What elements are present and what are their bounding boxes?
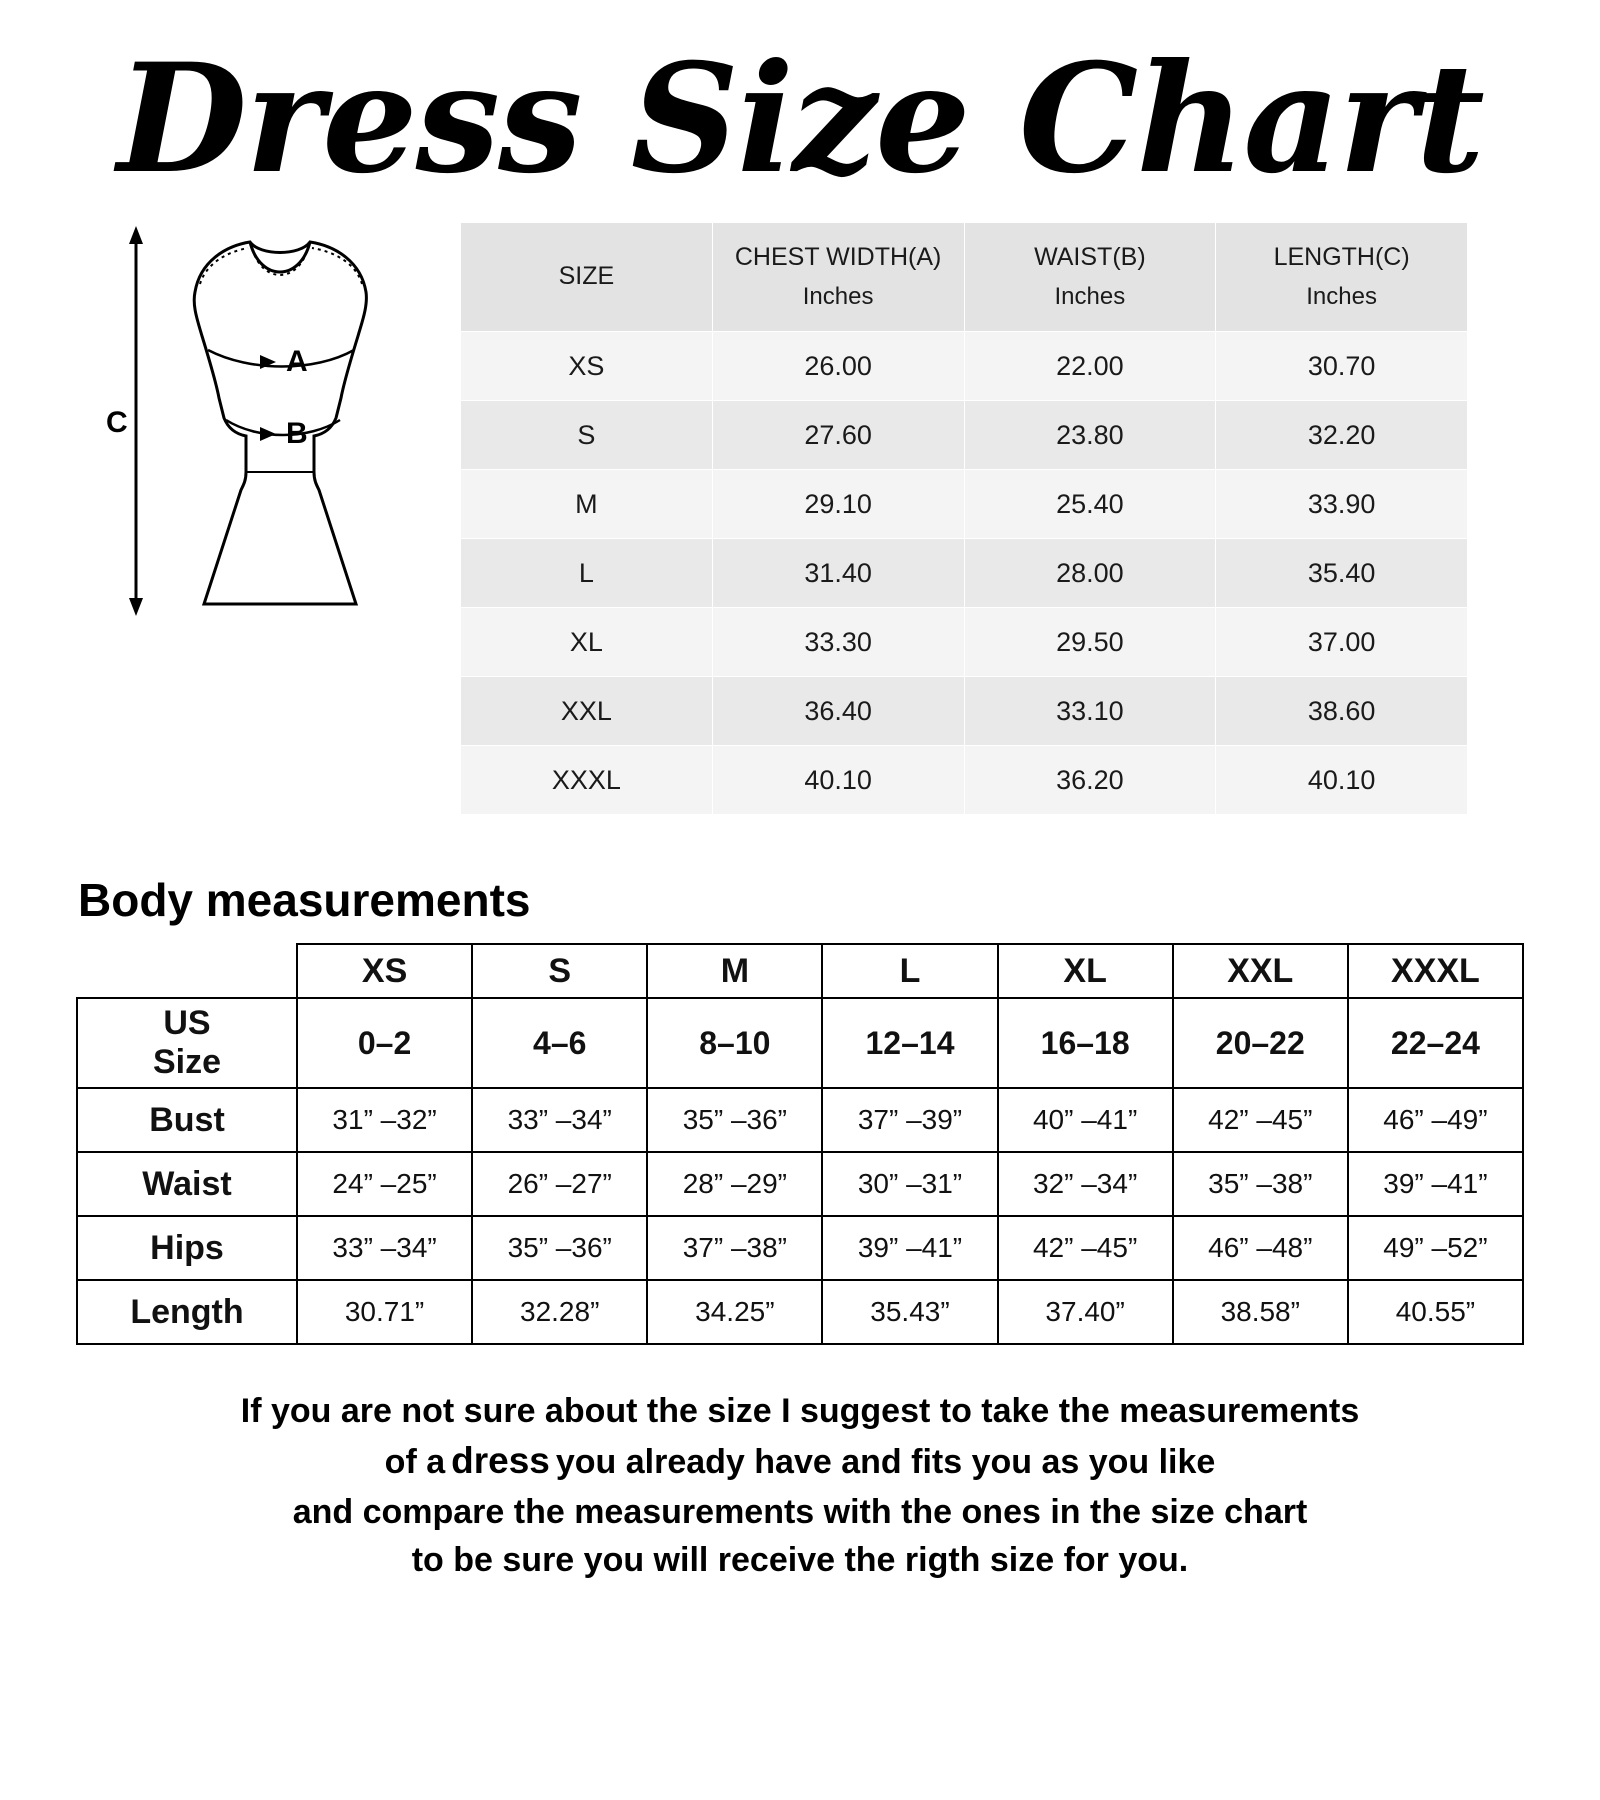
cell-length: 30.70: [1216, 332, 1468, 401]
bm-header-row: [77, 944, 1523, 998]
cell-waist: 29.50: [964, 608, 1216, 677]
upper-section: [0, 222, 1600, 815]
bm-cell: 35” –36”: [647, 1088, 822, 1152]
bm-cell: 42” –45”: [998, 1216, 1173, 1280]
cell-chest: 27.60: [712, 401, 964, 470]
cell-length: 38.60: [1216, 677, 1468, 746]
body-measurements-container: [0, 943, 1600, 1345]
size-table-header-chest: [712, 223, 964, 332]
header-main: SIZE: [558, 262, 615, 291]
bm-cell: 35” –38”: [1173, 1152, 1348, 1216]
table-row: [461, 746, 1468, 815]
note-line-2: [40, 1435, 1560, 1488]
size-table-header-length: [1216, 223, 1468, 332]
bm-cell: 42” –45”: [1173, 1088, 1348, 1152]
bm-corner-cell: [77, 944, 297, 998]
cell-chest: 31.40: [712, 539, 964, 608]
table-row: [461, 470, 1468, 539]
dress-illustration-svg: [100, 222, 450, 782]
cell-waist: 25.40: [964, 470, 1216, 539]
bm-cell: 37” –39”: [822, 1088, 997, 1152]
bm-cell: 31” –32”: [297, 1088, 472, 1152]
bm-cell: 39” –41”: [1348, 1152, 1523, 1216]
bm-col-xxl: XXL: [1173, 944, 1348, 998]
bm-cell: 37.40”: [998, 1280, 1173, 1344]
size-table-header-row: [461, 223, 1468, 332]
cell-length: 40.10: [1216, 746, 1468, 815]
cell-waist: 33.10: [964, 677, 1216, 746]
cell-chest: 33.30: [712, 608, 964, 677]
bm-cell: 28” –29”: [647, 1152, 822, 1216]
cell-size: L: [461, 539, 713, 608]
bm-col-s: S: [472, 944, 647, 998]
bm-rowlabel-waist: Waist: [77, 1152, 297, 1216]
bm-cell: 32.28”: [472, 1280, 647, 1344]
bm-cell: 30” –31”: [822, 1152, 997, 1216]
cell-size: XXXL: [461, 746, 713, 815]
bm-cell: 46” –48”: [1173, 1216, 1348, 1280]
note-word-dress: dress: [451, 1440, 550, 1482]
svg-text:A: A: [286, 345, 308, 378]
bm-cell: 20–22: [1173, 998, 1348, 1088]
bm-col-l: L: [822, 944, 997, 998]
bm-cell: 34.25”: [647, 1280, 822, 1344]
bm-cell: 32” –34”: [998, 1152, 1173, 1216]
bm-cell: 39” –41”: [822, 1216, 997, 1280]
cell-length: 37.00: [1216, 608, 1468, 677]
bm-rowlabel-hips: Hips: [77, 1216, 297, 1280]
bm-cell: 0–2: [297, 998, 472, 1088]
cell-size: XXL: [461, 677, 713, 746]
table-row: [461, 332, 1468, 401]
cell-chest: 36.40: [712, 677, 964, 746]
header-main: LENGTH(C): [1273, 242, 1410, 271]
body-measurements-heading: Body measurements: [78, 874, 531, 926]
cell-size: M: [461, 470, 713, 539]
bm-cell: 22–24: [1348, 998, 1523, 1088]
bm-cell: 8–10: [647, 998, 822, 1088]
note-line-4: to be sure you will receive the rigth size for you.: [411, 1541, 1189, 1580]
bm-col-xl: XL: [998, 944, 1173, 998]
bm-cell: 30.71”: [297, 1280, 472, 1344]
cell-length: 35.40: [1216, 539, 1468, 608]
header-sub: Inches: [1306, 282, 1377, 310]
size-table-header-waist: [964, 223, 1216, 332]
cell-size: S: [461, 401, 713, 470]
dress-diagram: [100, 222, 450, 782]
bm-row-bust: [77, 1088, 1523, 1152]
bm-cell: 16–18: [998, 998, 1173, 1088]
bm-cell: 26” –27”: [472, 1152, 647, 1216]
bm-label-line2: Size: [152, 1043, 222, 1081]
bm-cell: 33” –34”: [297, 1216, 472, 1280]
body-measurements-table: [76, 943, 1524, 1345]
note-line-3: and compare the measurements with the ones in the size chart: [292, 1492, 1308, 1531]
bm-row-us-size: [77, 998, 1523, 1088]
bm-col-xs: XS: [297, 944, 472, 998]
header-sub: Inches: [1054, 282, 1126, 310]
bm-cell: 35.43”: [822, 1280, 997, 1344]
bm-cell: 49” –52”: [1348, 1216, 1523, 1280]
bm-row-length: [77, 1280, 1523, 1344]
cell-waist: 36.20: [964, 746, 1216, 815]
bm-row-hips: [77, 1216, 1523, 1280]
bm-cell: 4–6: [472, 998, 647, 1088]
bm-rowlabel-bust: Bust: [77, 1088, 297, 1152]
cell-waist: 23.80: [964, 401, 1216, 470]
cell-size: XL: [461, 608, 713, 677]
cell-chest: 29.10: [712, 470, 964, 539]
cell-waist: 28.00: [964, 539, 1216, 608]
note-line-2-suffix: you already have and fits you as you like: [555, 1443, 1216, 1482]
bm-cell: 12–14: [822, 998, 997, 1088]
header-sub: Inches: [802, 282, 874, 310]
page-title: Dress Size Chart: [117, 31, 1483, 207]
bm-cell: 40” –41”: [998, 1088, 1173, 1152]
table-row: [461, 677, 1468, 746]
bm-col-m: M: [647, 944, 822, 998]
bm-label-line1: US: [163, 1004, 211, 1042]
bm-cell: 46” –49”: [1348, 1088, 1523, 1152]
note-line-2-prefix: of a: [384, 1443, 446, 1482]
bm-col-xxxl: XXXL: [1348, 944, 1523, 998]
bm-cell: 33” –34”: [472, 1088, 647, 1152]
size-table-header-size: [461, 223, 713, 332]
size-table-container: [450, 222, 1600, 815]
table-row: [461, 539, 1468, 608]
table-row: [461, 608, 1468, 677]
bm-cell: 38.58”: [1173, 1280, 1348, 1344]
header-main: CHEST WIDTH(A): [734, 242, 942, 271]
footer-note: [0, 1387, 1600, 1584]
bm-cell: 40.55”: [1348, 1280, 1523, 1344]
cell-size: XS: [461, 332, 713, 401]
cell-length: 32.20: [1216, 401, 1468, 470]
svg-text:B: B: [286, 417, 308, 450]
bm-cell: 24” –25”: [297, 1152, 472, 1216]
bm-cell: 35” –36”: [472, 1216, 647, 1280]
bm-rowlabel-length: Length: [77, 1280, 297, 1344]
bm-cell: 37” –38”: [647, 1216, 822, 1280]
svg-text:C: C: [106, 406, 128, 439]
header-main: WAIST(B): [1034, 242, 1146, 271]
cell-waist: 22.00: [964, 332, 1216, 401]
cell-chest: 40.10: [712, 746, 964, 815]
cell-length: 33.90: [1216, 470, 1468, 539]
cell-chest: 26.00: [712, 332, 964, 401]
bm-rowlabel-us-size: [77, 998, 297, 1088]
size-table: [460, 222, 1468, 815]
bm-row-waist: [77, 1152, 1523, 1216]
table-row: [461, 401, 1468, 470]
note-line-1: If you are not sure about the size I suggest to take the measurements: [240, 1392, 1360, 1430]
